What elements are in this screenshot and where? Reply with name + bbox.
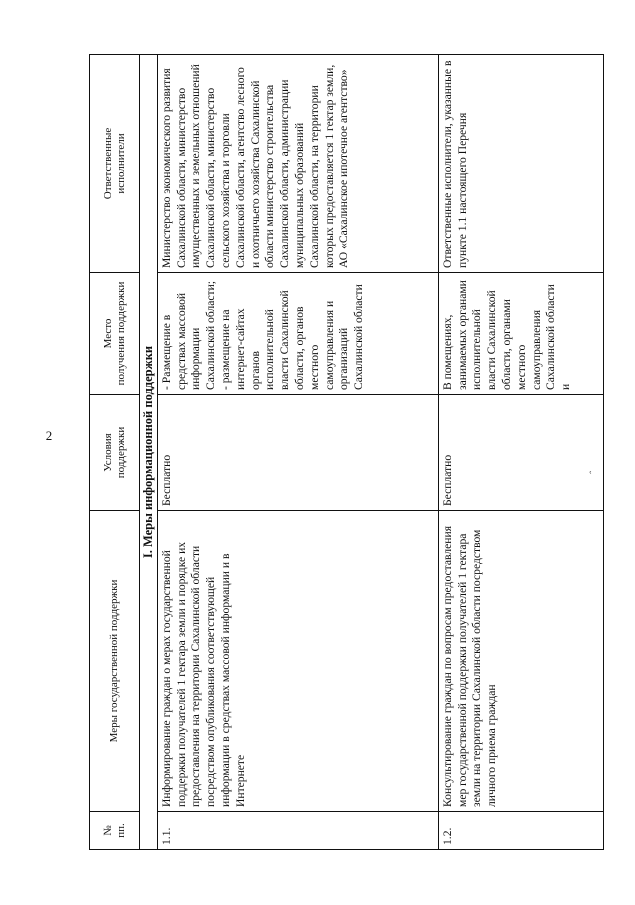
header-row: [90, 55, 140, 850]
table-row: [157, 55, 438, 850]
header-place: Место получения поддержки: [90, 273, 140, 395]
row-executors: Ответственные исполнители, указанные в пункте 1.1 настоящего Перечня: [438, 55, 603, 273]
row-number: 1.2.: [438, 812, 603, 850]
row-measure: Консультирование граждан по вопросам предоставления мер государственной поддержки получателей 1 гектара земли на территории Сахалинской области посредством личного приема граждан: [438, 511, 603, 812]
page-number: 2: [45, 428, 53, 443]
header-executors: Ответственные исполнители: [90, 55, 140, 273]
row-place: - Размещение в средствах массовой информации Сахалинской области; - размещение на интернет-сайтах органов исполнительной власти Сахалинской области, органов местного самоуправления и организаций Сахалинской области: [157, 273, 438, 395]
header-measures: Меры государственной поддержки: [90, 511, 140, 812]
rotated-table-sheet: [89, 55, 615, 850]
table-row: [438, 55, 603, 850]
row-place: В помещениях, занимаемых органами исполнительной власти Сахалинской области, органами местного самоуправления Сахалинской области и: [438, 273, 603, 395]
row-condition: Бесплатно: [438, 395, 603, 511]
header-no: № пп.: [90, 812, 140, 850]
row-number: 1.1.: [157, 812, 438, 850]
section-title: I. Меры информационной поддержки: [140, 55, 158, 850]
row-condition: Бесплатно: [157, 395, 438, 511]
margin-mark: ʿ: [588, 470, 593, 485]
section-row: [140, 55, 158, 850]
support-measures-table: [89, 54, 604, 850]
row-measure: Информирование граждан о мерах государственной поддержки получателей 1 гектара земли и порядке их предоставления на территории Сахалинской области посредством опубликования соответствующей информации в средствах массовой информации и в Интернете: [157, 511, 438, 812]
header-conditions: Условия поддержки: [90, 395, 140, 511]
row-executors: Министерство экономического развития Сахалинской области, министерство имущественных и земельных отношений Сахалинской области, министерство сельского хозяйства и торговли Сахалинской области, агентство лесного и охотничьего хозяйства Сахалинской области министерство строительства Сахалинской области, администрации муниципальных образований Сахалинской области, на территории которых предоставляется 1 гектар земли, АО «Сахалинское ипотечное агентство»: [157, 55, 438, 273]
